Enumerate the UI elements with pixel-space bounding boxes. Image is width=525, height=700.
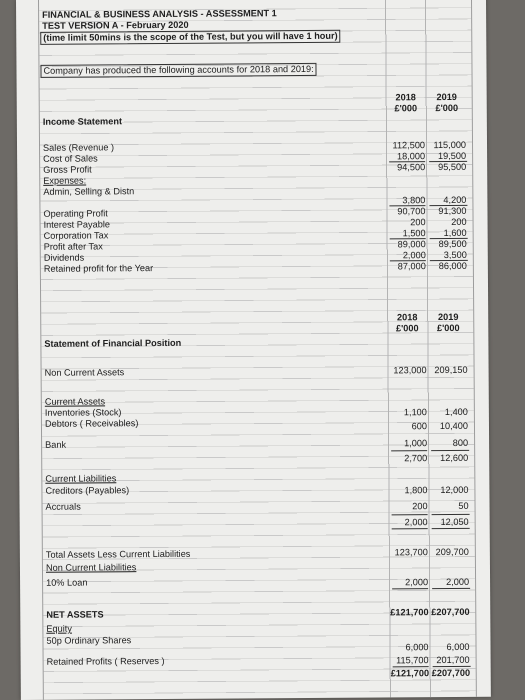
loan-2018: 2,000 [405, 577, 429, 588]
sfp-year-2018-header: 2018 [396, 312, 418, 323]
current-assets-total-2019: 12,600 [440, 452, 469, 464]
test-version: TEST VERSION A - February 2020 [42, 19, 189, 31]
current-liabilities-title: Current Liabilities [45, 473, 117, 484]
current-asset-2019: 1,400 [444, 406, 468, 418]
shares-2018: 6,000 [405, 642, 429, 653]
current-liability-2018: 200 [412, 501, 428, 512]
year-2019-header: 2019 [436, 91, 457, 103]
talcl-2018: 123,700 [394, 547, 428, 558]
loan-label: 10% Loan [46, 577, 88, 588]
current-asset-2019: 10,400 [439, 420, 469, 432]
income-row-value-2019: 19,500 [437, 150, 467, 162]
sfp-year-2019-header: 2019 [437, 311, 459, 323]
income-row-value-2018: 94,500 [397, 162, 426, 173]
net-assets-2018: £121,700 [390, 607, 429, 618]
spreadsheet-grid [38, 0, 477, 700]
talcl-2019: 209,700 [435, 546, 469, 558]
subtotal-rule [391, 450, 427, 451]
income-row-label: Profit after Tax [43, 241, 103, 252]
current-liability-label: Creditors (Payables) [45, 485, 130, 496]
income-row-value-2019: 3,500 [443, 249, 467, 261]
income-row-label: Retained profit for the Year [43, 263, 154, 274]
income-statement-title: Income Statement [42, 116, 123, 127]
income-row-label: Gross Profit [43, 164, 92, 175]
equity-total-2018: £121,700 [390, 668, 430, 679]
net-assets-2019: £207,700 [431, 606, 470, 618]
equity-title: Equity [46, 623, 72, 634]
shares-2019: 6,000 [446, 641, 470, 653]
income-row-label: Interest Payable [43, 219, 111, 230]
income-row-value-2018: 2,000 [402, 250, 426, 261]
income-row-value-2019: 115,000 [433, 139, 467, 151]
current-liability-2018: 1,800 [404, 485, 428, 496]
income-row-value-2019: 95,500 [438, 161, 467, 173]
current-asset-label: Debtors ( Receivables) [44, 418, 139, 429]
income-row-value-2018: 89,000 [397, 239, 426, 250]
income-row-value-2019: 86,000 [438, 260, 467, 272]
income-row-value-2019: 91,300 [438, 205, 467, 217]
unit-2018-header: £'000 [394, 103, 418, 114]
income-row-value-2018: 112,500 [392, 140, 426, 151]
subtotal-rule [432, 528, 470, 529]
reserves-2019: 201,700 [436, 654, 470, 666]
income-row-value-2019: 4,200 [443, 194, 467, 206]
income-row-label: Corporation Tax [43, 230, 109, 241]
sfp-unit-2019-header: £'000 [436, 322, 460, 334]
subtotal-rule [392, 588, 428, 589]
reserves-2018: 115,700 [396, 655, 429, 666]
income-row-value-2018: 87,000 [397, 261, 426, 272]
income-row-label: Cost of Sales [43, 153, 98, 164]
income-row-value-2018: 90,700 [397, 206, 426, 217]
current-liabilities-total-2018: 2,000 [404, 517, 428, 528]
current-liability-2019: 12,000 [440, 484, 469, 496]
income-row-label: Dividends [43, 252, 85, 263]
income-row-label: Operating Profit [43, 208, 108, 219]
subtotal-rule [392, 528, 428, 529]
income-row-value-2018: 1,500 [402, 228, 426, 239]
loan-2019: 2,000 [446, 576, 470, 588]
current-assets-total-2018: 2,700 [404, 453, 428, 464]
assessment-title: FINANCIAL & BUSINESS ANALYSIS - ASSESSMENT 1 [42, 8, 277, 20]
current-asset-label: Bank [45, 439, 67, 450]
income-row-value-2019: 89,500 [438, 238, 467, 250]
paper-sheet [16, 0, 491, 700]
talcl-label: Total Assets Less Current Liabilities [45, 548, 191, 560]
income-row-label: Admin, Selling & Distn [43, 186, 135, 197]
income-row-value-2019: 200 [451, 216, 467, 227]
ncl-title: Non Current Liabilities [45, 562, 137, 573]
non-current-assets-2019: 209,150 [434, 364, 468, 376]
income-row-value-2018: 18,000 [396, 151, 426, 162]
income-row-value-2018: 3,800 [402, 195, 426, 206]
subtotal-rule [432, 588, 470, 589]
intro-text: Company has produced the following accounts for 2018 and 2019: [40, 63, 316, 78]
current-asset-2019: 800 [452, 437, 469, 448]
current-assets-title: Current Assets [44, 396, 106, 407]
sfp-title: Statement of Financial Position [44, 337, 182, 349]
year-2018-header: 2018 [395, 92, 416, 103]
subtotal-rule [432, 514, 470, 515]
subtotal-rule [431, 450, 469, 451]
current-liability-2019: 50 [458, 500, 469, 511]
current-liability-label: Accruals [45, 501, 81, 512]
income-row-value-2018: 200 [410, 217, 426, 228]
income-row-label: Sales (Revenue ) [42, 142, 115, 153]
income-row-label: Expenses: [43, 175, 87, 186]
reserves-label: Retained Profits ( Reserves ) [46, 655, 165, 667]
current-liabilities-total-2019: 12,050 [440, 516, 469, 528]
shares-label: 50p Ordinary Shares [46, 635, 132, 646]
time-limit-note: (time limit 50mins is the scope of the Test, but you will have 1 hour) [40, 30, 340, 45]
subtotal-rule [392, 514, 428, 515]
sfp-unit-2018-header: £'000 [395, 323, 419, 334]
non-current-assets-2018: 123,000 [393, 365, 427, 376]
current-asset-2018: 1,100 [403, 407, 427, 418]
equity-total-2019: £207,700 [431, 667, 471, 679]
income-row-value-2019: 1,600 [443, 227, 467, 239]
current-asset-2018: 600 [411, 421, 428, 432]
net-assets-label: NET ASSETS [46, 609, 104, 620]
current-asset-2018: 1,000 [404, 438, 428, 449]
unit-2019-header: £'000 [435, 102, 459, 114]
current-asset-label: Inventories (Stock) [44, 407, 122, 418]
non-current-assets-label: Non Current Assets [44, 367, 125, 378]
